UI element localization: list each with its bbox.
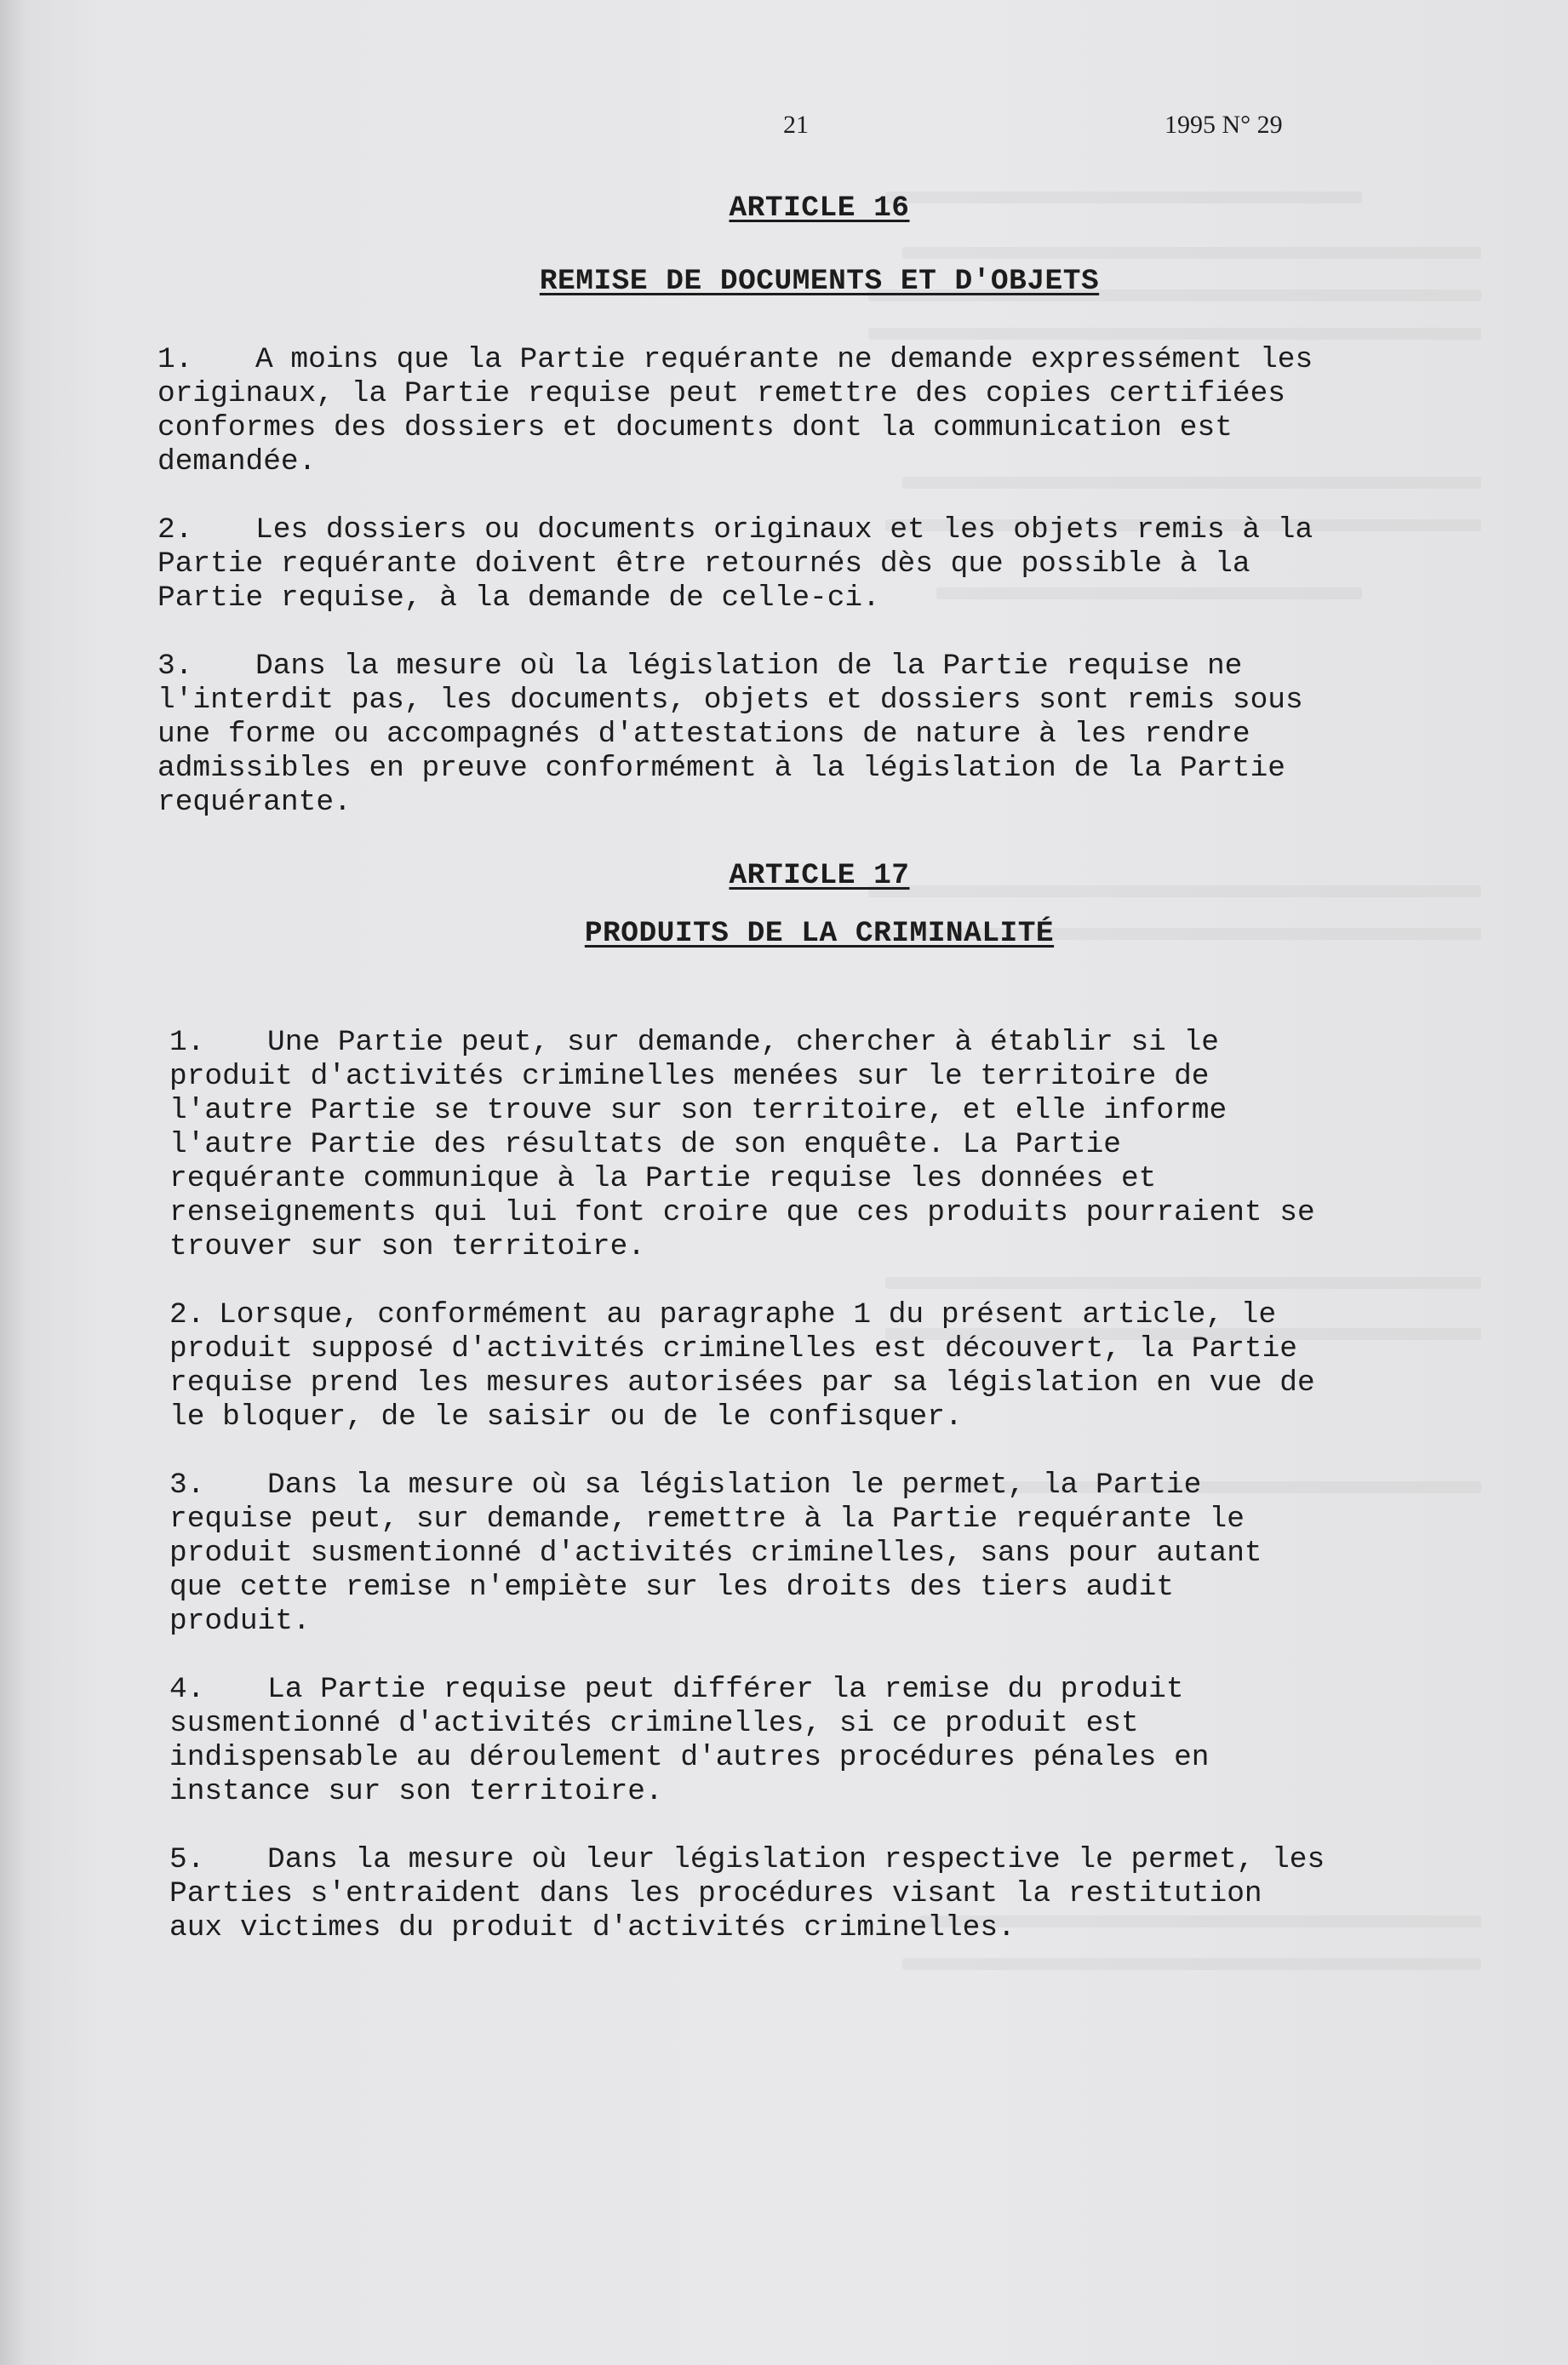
article-17-title: PRODUITS DE LA CRIMINALITÉ [584, 917, 1055, 950]
paragraph-number: 4. [169, 1673, 205, 1706]
paragraph-line: une forme ou accompagnés d'attestations de nature à les rendre [157, 718, 1250, 751]
article-16-heading: ARTICLE 16 [729, 192, 910, 225]
paragraph-line: originaux, la Partie requise peut remettre des copies certifiées [157, 377, 1286, 410]
paragraph-number: 1. [169, 1026, 205, 1059]
paragraph-line: produit supposé d'activités criminelles est découvert, la Partie [169, 1332, 1298, 1366]
paragraph-number: 3. [169, 1469, 205, 1502]
article-17-paragraph-4 [157, 1673, 1481, 1809]
paragraph-number: 5. [169, 1843, 205, 1876]
paragraph-line: que cette remise n'empiète sur les droits des tiers audit [169, 1571, 1175, 1604]
paragraph-line: renseignements qui lui font croire que ces produits pourraient se [169, 1196, 1315, 1229]
paragraph-number: 2. [157, 513, 193, 547]
paragraph-line: Dans la mesure où leur législation respective le permet, les [267, 1843, 1325, 1876]
paragraph-line: admissibles en preuve conformément à la législation de la Partie [157, 752, 1286, 785]
paragraph-line: produit d'activités criminelles menées sur le territoire de [169, 1060, 1210, 1093]
paragraph-line: A moins que la Partie requérante ne demande expressément les [255, 343, 1313, 376]
paragraph-number: 1. [157, 343, 193, 376]
paragraph-line: Les dossiers ou documents originaux et les objets remis à la [255, 513, 1313, 547]
article-17-paragraph-2 [157, 1298, 1481, 1434]
article-16-paragraph-2 [157, 513, 1481, 616]
paragraph-line: Partie requérante doivent être retournés dès que possible à la [157, 547, 1250, 581]
paragraph-line: conformes des dossiers et documents dont la communication est [157, 411, 1233, 444]
paragraph-line: Parties s'entraident dans les procédures visant la restitution [169, 1877, 1262, 1910]
paragraph-line: Une Partie peut, sur demande, chercher à établir si le [267, 1026, 1219, 1059]
paragraph-line: requérante communique à la Partie requise les données et [169, 1162, 1157, 1195]
paragraph-line: susmentionné d'activités criminelles, si ce produit est [169, 1707, 1139, 1740]
paragraph-line: Lorsque, conformément au paragraphe 1 du présent article, le [219, 1298, 1277, 1331]
paragraph-line: Partie requise, à la demande de celle-ci. [157, 581, 880, 615]
paragraph-line: aux victimes du produit d'activités criminelles. [169, 1911, 1016, 1944]
paragraph-number: 3. [157, 650, 193, 683]
paragraph-line: requérante. [157, 786, 352, 819]
article-16-paragraph-3 [157, 650, 1481, 820]
document-id: 1995 N° 29 [1165, 111, 1283, 139]
paragraph-line: Dans la mesure où sa législation le permet, la Partie [267, 1469, 1202, 1502]
paragraph-line: Dans la mesure où la législation de la Partie requise ne [255, 650, 1243, 683]
paragraph-line: requise prend les mesures autorisées par sa législation en vue de [169, 1366, 1315, 1400]
paragraph-line: trouver sur son territoire. [169, 1230, 645, 1263]
article-17-paragraph-5 [157, 1843, 1481, 1945]
paragraph-line: demandée. [157, 445, 317, 478]
paragraph-line: l'interdit pas, les documents, objets et dossiers sont remis sous [157, 684, 1303, 717]
article-16-paragraph-1 [157, 343, 1481, 479]
paragraph-line: produit susmentionné d'activités criminelles, sans pour autant [169, 1537, 1262, 1570]
paragraph-line: l'autre Partie des résultats de son enquête. La Partie [169, 1128, 1121, 1161]
page-number: 21 [783, 111, 809, 139]
paragraph-line: La Partie requise peut différer la remise du produit [267, 1673, 1184, 1706]
paragraph-line: indispensable au déroulement d'autres procédures pénales en [169, 1741, 1210, 1774]
paragraph-line: l'autre Partie se trouve sur son territoire, et elle informe [169, 1094, 1228, 1127]
article-17-paragraph-1 [157, 1026, 1481, 1264]
paragraph-number: 2. [169, 1298, 205, 1331]
paragraph-line: produit. [169, 1605, 311, 1638]
article-17-paragraph-3 [157, 1469, 1481, 1639]
paragraph-line: instance sur son territoire. [169, 1775, 663, 1808]
document-body [157, 183, 1481, 1945]
article-16-title: REMISE DE DOCUMENTS ET D'OBJETS [539, 265, 1100, 298]
article-17-heading: ARTICLE 17 [729, 859, 910, 892]
paragraph-line: le bloquer, de le saisir ou de le confisquer. [169, 1400, 963, 1434]
paragraph-line: requise peut, sur demande, remettre à la Partie requérante le [169, 1503, 1245, 1536]
